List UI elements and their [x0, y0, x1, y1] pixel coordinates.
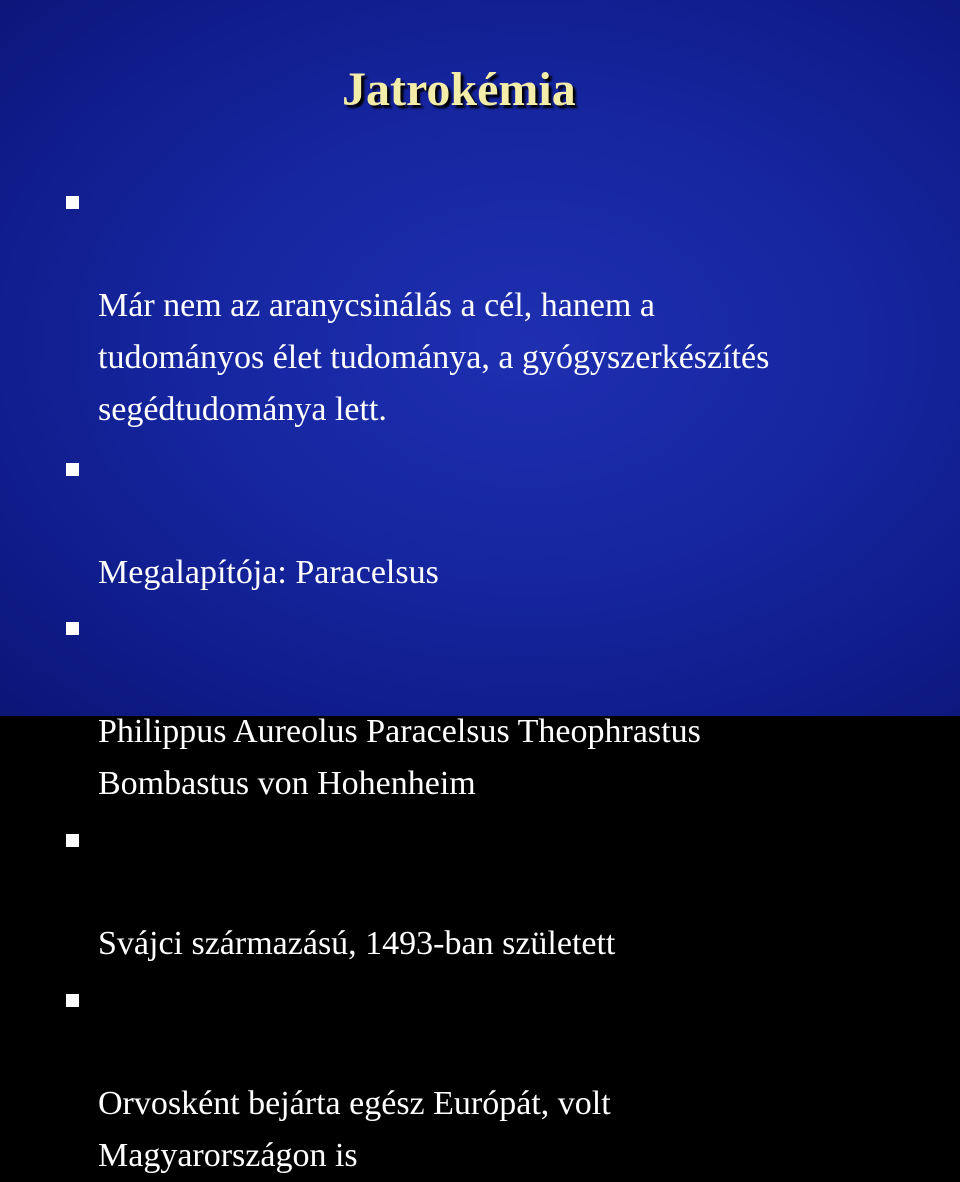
- square-bullet-icon: [66, 463, 79, 476]
- bullet-item-full-name: [66, 602, 926, 810]
- bullet-item-origin: [66, 814, 926, 970]
- bullet-item-travels: [66, 974, 926, 1182]
- bullet-item-founder: [66, 443, 926, 599]
- bullet-text: Már nem az aranycsinálás a cél, hanem a tudományos élet tudománya, a gyógyszerkészítés segédtudománya lett.: [98, 287, 770, 428]
- bullet-text: Orvosként bejárta egész Európát, volt Magyarországon is: [98, 1085, 611, 1174]
- bullet-item-aim: [66, 176, 926, 436]
- square-bullet-icon: [66, 834, 79, 847]
- square-bullet-icon: [66, 196, 79, 209]
- square-bullet-icon: [66, 622, 79, 635]
- bullet-text: Megalapítója: Paracelsus: [98, 554, 439, 591]
- bullet-list: [66, 176, 926, 1182]
- bullet-text: Svájci származású, 1493-ban született: [98, 925, 616, 962]
- square-bullet-icon: [66, 994, 79, 1007]
- bullet-text: Philippus Aureolus Paracelsus Theophrastus Bombastus von Hohenheim: [98, 713, 701, 802]
- slide-title: Jatrokémia: [342, 63, 576, 116]
